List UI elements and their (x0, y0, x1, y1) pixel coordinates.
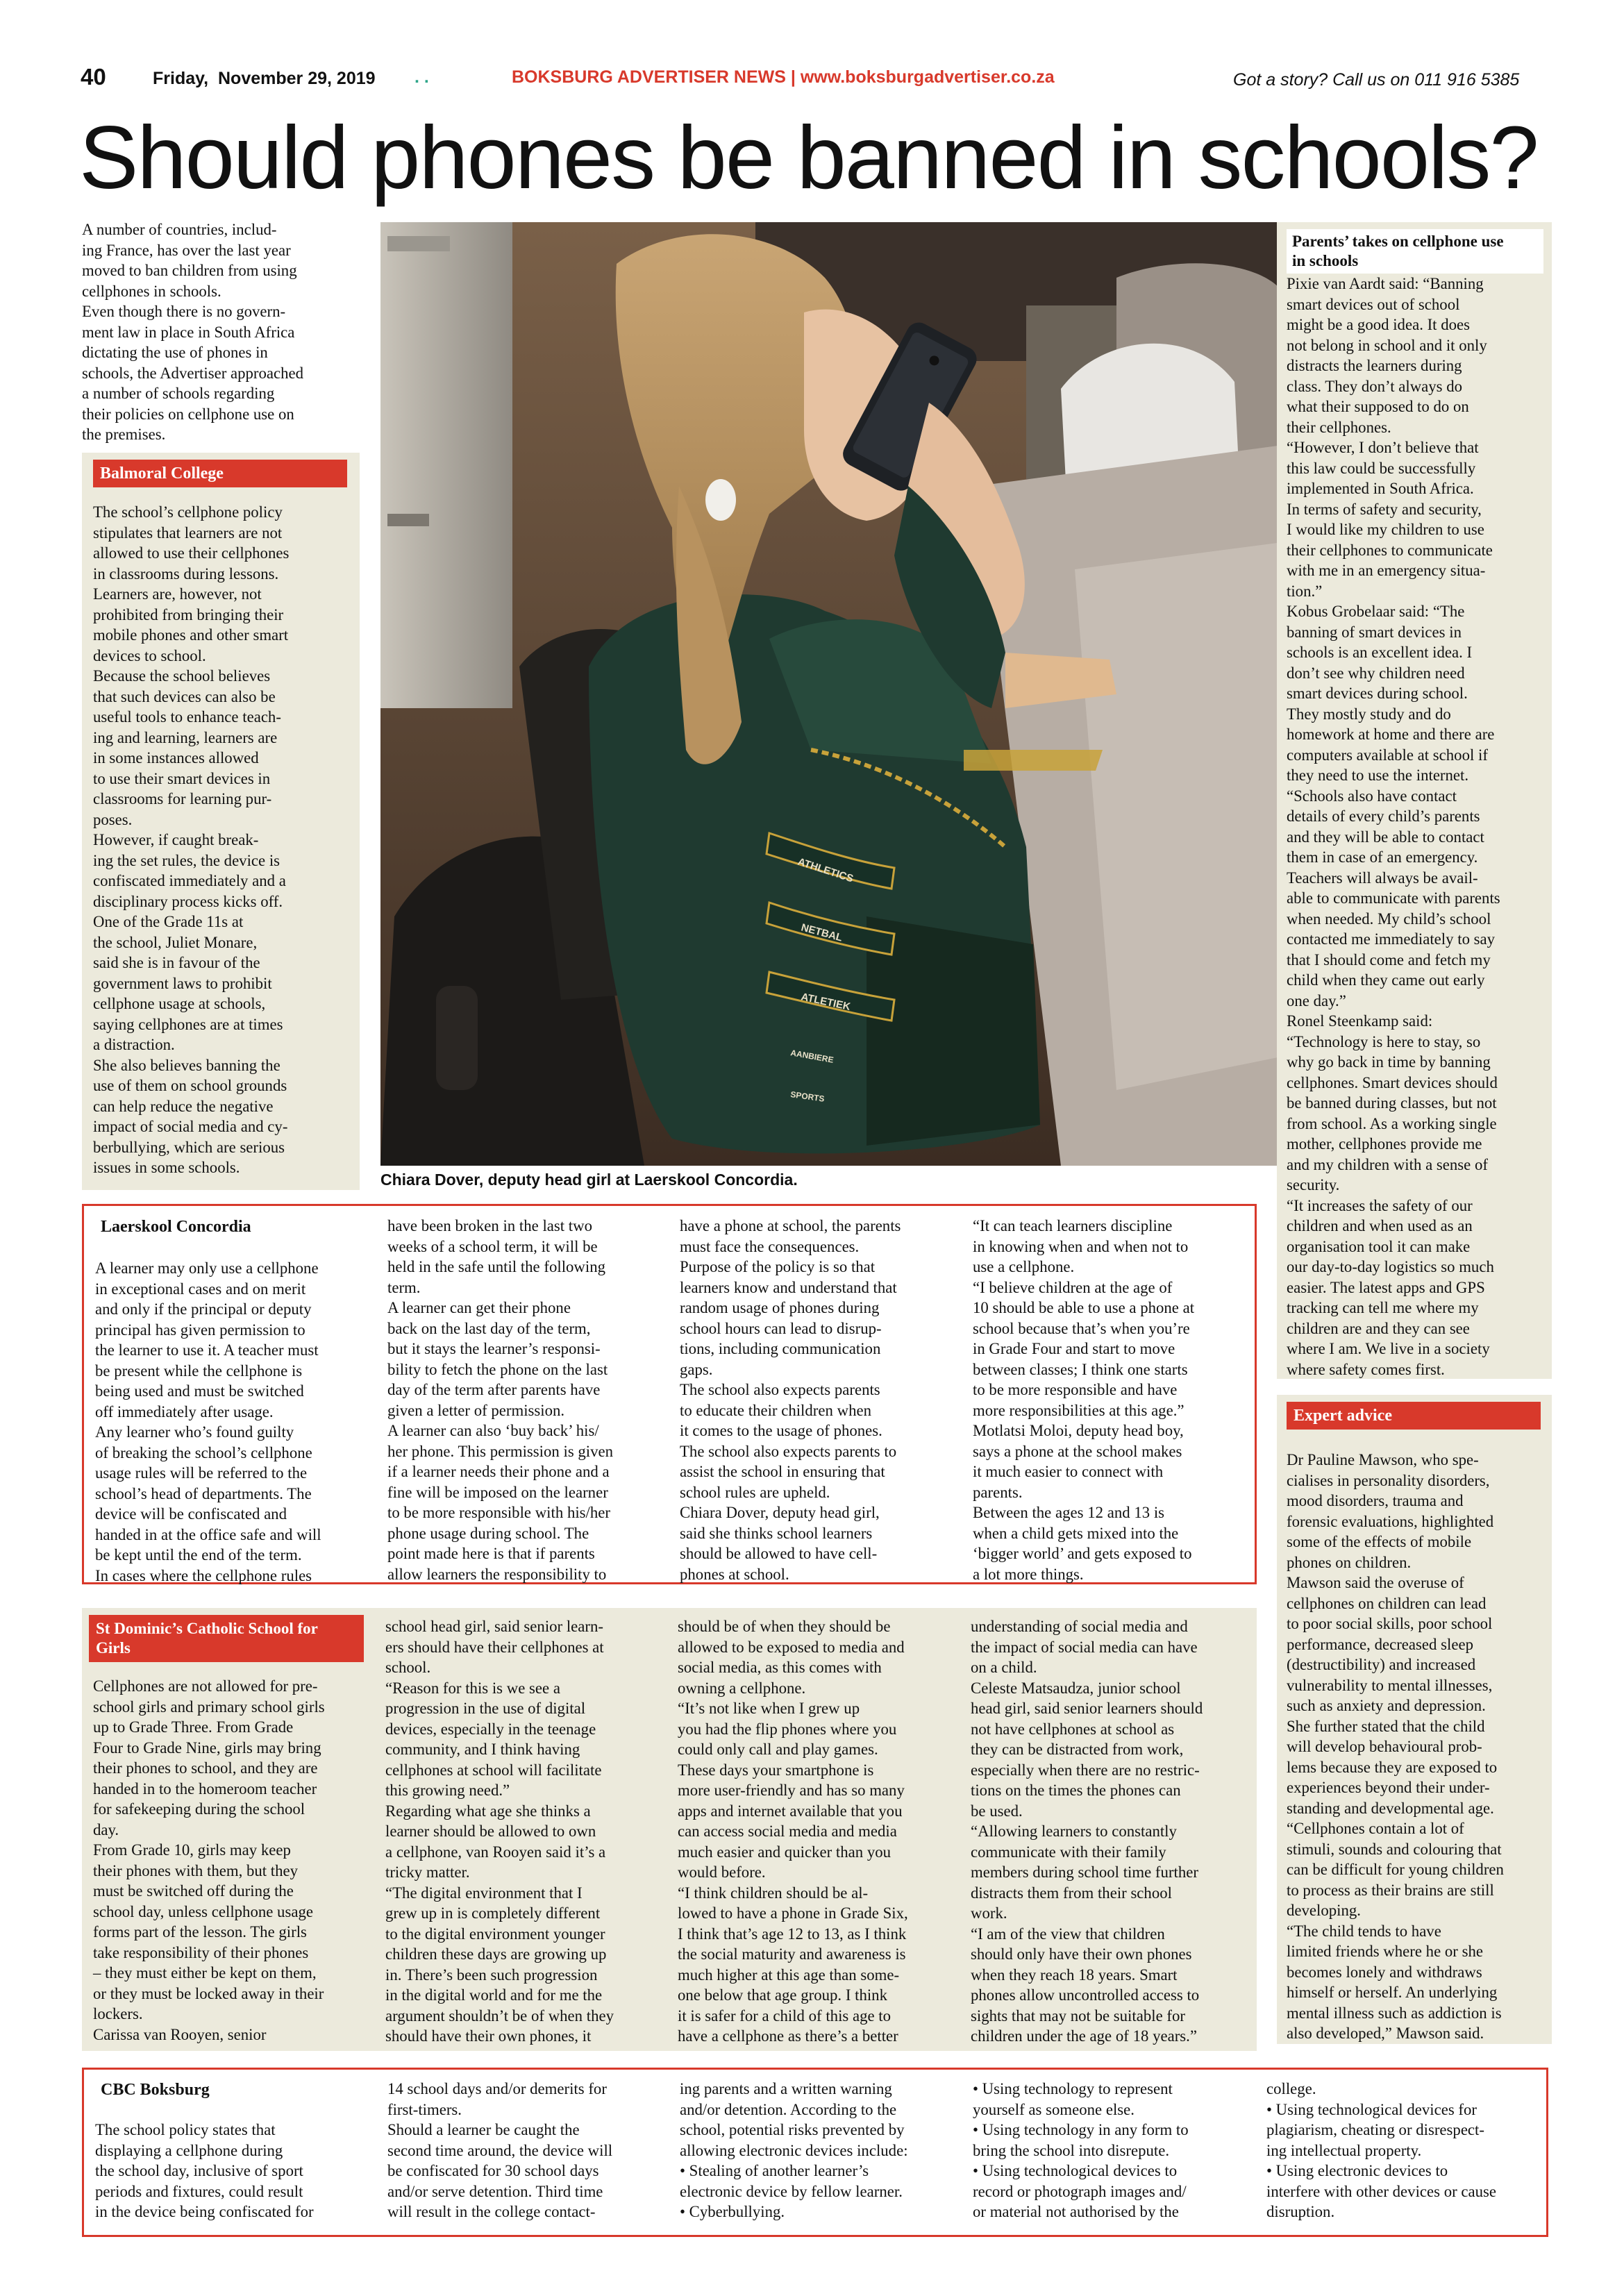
expert-advice-heading: Expert advice (1287, 1402, 1541, 1430)
balmoral-college-heading: Balmoral College (93, 460, 347, 487)
cbc-boksburg-box (82, 2068, 1548, 2237)
st-dominics-box (82, 1608, 1257, 2051)
badge-text-1: ATHLETICS (796, 855, 855, 885)
headline: Should phones be banned in schools? (79, 108, 1538, 208)
cbc-col-3: ing parents and a written warning and/or detention. According to the school, potential risks prevented by allowing electronic devices include: • Stealing of another learner’s electronic device by fellow learner. • Cyberbullying. (680, 2080, 908, 2220)
masthead: BOKSBURG ADVERTISER NEWS | www.boksburgadvertiser.co.za (512, 67, 1055, 87)
laerskool-col-4: “It can teach learners discipline in knowing when and when not to use a cellphone. “I believe children at the age of 10 should be able to use a phone at school because that’s when you’re in Grade Four and start to move between classes; I think one starts to be more responsible and have more responsibilities at this age.” Motlatsi Moloi, deputy head boy, says a phone at the school makes it much easier to connect with parents. Between the ages 12 and 13 is when a child gets mixed into the ‘bigger world’ and gets exposed to a lot more things. (973, 1217, 1195, 1583)
laerskool-col-2: have been broken in the last two weeks of a school term, it will be held in the safe until the following term. A learner can get their phone back on the last day of the term, but it stays the learner’s responsi- bility to fetch the phone on the last day of the term after parents have given a letter of permission. A learner can also ‘buy back’ his/ her phone. This permission is given if a learner needs their phone and a fine will be imposed on the learner to be more responsible with his/her phone usage during school. The point made here is that if parents allow learners the responsibility to (387, 1217, 614, 1583)
balmoral-college-text: The school’s cellphone policy stipulates that learners are not allowed to use their cellphones in classrooms during lessons. Learners are, however, not prohibited from bringing their mobile phones and other smart devices to school. Because the school believes that such devices can also be useful tools to enhance teach- ing and learning, learners are in some instances allowed to use their smart devices in classrooms for learning pur- poses. However, if caught break- ing the set rules, the device is confiscated immediately and a disciplinary process kicks off. One of the Grade 11s at the school, Juliet Monare, said she is in favour of the government laws to prohibit cellphone usage at schools, saying cellphones are at times a distraction. She also believes banning the use of them on school grounds can help reduce the negative impact of social media and cy- berbullying, which are serious issues in some schools. (93, 503, 290, 1176)
st-dominics-col-2: school head girl, said senior learn- ers should have their cellphones at school. “Reason for this is we see a progression in the use of digital devices, especially in the teenage community, and I think having cellphones at school will facilitate this growing need.” Regarding what age she thinks a learner should be allowed to own a cellphone, van Rooyen said it’s a tricky matter. “The digital environment that I grew up in is completely different to the digital environment younger children these days are growing up in. There’s been such progression in the digital world and for me the argument shouldn’t be of when they should have their own phones, it (385, 1618, 614, 2045)
page-number: 40 (81, 64, 106, 90)
contact-tagline: Got a story? Call us on 011 916 5385 (1233, 70, 1520, 90)
intro-text: A number of countries, includ- ing France, has over the last year moved to ban children from using cellphones in schools. Even though there is no govern- ment law in place in South Africa dictating the use of phones in schools, the Advertiser approached a number of schools regarding their policies on cellphone use on the premises. (82, 221, 304, 443)
expert-advice-box (1277, 1395, 1552, 2044)
parents-takes-heading: Parents’ takes on cellphone use in schools (1287, 229, 1543, 274)
st-dominics-col-3: should be of when they should be allowed to be exposed to media and social media, as this comes with owning a cellphone. “It’s not like when I grew up you had the flip phones where you could only call and play games. These days your smartphone is more user-friendly and has so many apps and internet available that you can access social media and media much easier and quicker than you would before. “I think children should be al- lowed to have a phone in Grade Six, I think that’s age 12 to 13, as I think the social maturity and awareness is much higher at this age than some- one below that age group. I think it is safer for a child of this age to have a cellphone as there’s a better (678, 1618, 908, 2045)
issue-date: Friday, November 29, 2019 (153, 69, 376, 88)
cbc-col-2: 14 school days and/or demerits for first-timers. Should a learner be caught the second time around, the device will be confiscated for 30 school days and/or serve detention. Third time will result in the college contact- (387, 2080, 613, 2220)
badge-text-4: AANBIERE (789, 1048, 835, 1065)
laerskool-concordia-heading: Laerskool Concordia (94, 1213, 258, 1241)
header-dots: . . (415, 67, 429, 87)
parents-takes-box (1277, 222, 1552, 1379)
laerskool-concordia-box (82, 1204, 1257, 1584)
parents-takes-text: Pixie van Aardt said: “Banning smart devices out of school might be a good idea. It does not belong in school and it only distracts the learners during class. They don’t always do what their supposed to do on their cellphones. “However, I don’t believe that this law could be successfully implemented in South Africa. In terms of safety and security, I would like my children to use their cellphones to communicate with me in an emergency situa- tion.” Kobus Grobelaar said: “The banning of smart devices in schools is an excellent idea. I don’t see why children need smart devices during school. They mostly study and do homework at home and there are computers available at school if they need to use the internet. “Schools also have contact details of every child’s parents and they will be able to contact them in case of an emergency. Teachers will always be avail- able to communicate with parents when needed. My child’s school contacted me immediately to say that I should come and fetch my child when they came out early one day.” Ronel Steenkamp said: “Technology is here to stay, so why go back in time by banning cellphones. Smart devices should be banned during classes, but not from school. As a working single mother, cellphones provide me and my children with a sense of security. “It increases the safety of our children and when used as an organisation tool it can make our day-to-day logistics so much easier. The latest apps and GPS tracking can tell me where my children are and they can see where I am. We live in a society where safety comes first. (1287, 275, 1500, 1378)
cbc-boksburg-heading: CBC Boksburg (94, 2076, 217, 2104)
badge-text-3: ATLETIEK (800, 991, 852, 1013)
st-dominics-col-1: Cellphones are not allowed for pre- school girls and primary school girls up to Grade Three. From Grade Four to Grade Nine, girls may bring their phones to school, and they are handed in to the homeroom teacher for safekeeping during the school day. From Grade 10, girls may keep their phones with them, but they must be switched off during the school day, unless cellphone usage forms part of the lesson. The girls take responsibility of their phones – they must either be kept on them, or they must be locked away in their lockers. Carissa van Rooyen, senior (93, 1677, 325, 2043)
cbc-col-4: • Using technology to represent yourself as someone else. • Using technology in any form to bring the school into disrepute. • Using technological devices to record or photograph images and/ or material not authorised by the (973, 2080, 1189, 2220)
laerskool-col-1: A learner may only use a cellphone in exceptional cases and on merit and only if the principal or deputy principal has given permission to the learner to use it. A teacher must be present while the cellphone is being used and must be switched off immediately after usage. Any learner who’s found guilty of breaking the school’s cellphone usage rules will be referred to the school’s head of departments. The device will be confiscated and handed in at the office safe and will be kept until the end of the term. In cases where the cellphone rules (95, 1259, 321, 1584)
st-dominics-col-4: understanding of social media and the impact of social media can have on a child. Celeste Matsaudza, junior school head girl, said senior learners should not have cellphones at school as they can be distracted from work, especially when there are no restric- tions on the times the phones can be used. “Allowing learners to constantly communicate with their family members during school time further distracts them from their school work. “I am of the view that children should only have their own phones when they reach 18 years. Smart phones allow uncontrolled access to sights that may not be suitable for children under the age of 18 years.” (971, 1618, 1203, 2045)
expert-advice-text: Dr Pauline Mawson, who spe- cialises in personality disorders, mood disorders, trauma and forensic evaluations, highlighted some of the effects of mobile phones on children. Mawson said the overuse of cellphones on children can lead to poor social skills, poor school performance, decreased sleep (destructibility) and increased vulnerability to mental illnesses, such as anxiety and depression. She further stated that the child will develop behavioural prob- lems because they are exposed to experiences beyond their under- standing and developmental age. “Cellphones contain a lot of stimuli, sounds and colouring that can be difficult for young children to process as their brains are still developing. “The child tends to have limited friends where he or she becomes lonely and withdraws himself or herself. An underlying mental illness such as addiction is also developed,” Mawson said. (1287, 1451, 1504, 2042)
st-dominics-heading: St Dominic’s Catholic School for Girls (89, 1615, 364, 1662)
photo-caption: Chiara Dover, deputy head girl at Laerskool Concordia. (380, 1171, 798, 1189)
badge-text-5: SPORTS (789, 1089, 826, 1104)
badge-text-2: NETBAL (799, 921, 844, 944)
student-phone-photo (380, 222, 1288, 1166)
balmoral-college-box (82, 453, 360, 1190)
cbc-col-5: college. • Using technological devices for plagiarism, cheating or disrespect- ing intellectual property. • Using electronic devices to interfere with other devices or cause disruption. (1266, 2080, 1497, 2220)
laerskool-col-3: have a phone at school, the parents must face the consequences. Purpose of the policy is so that learners know and understand that random usage of phones during school hours can lead to disrup- tions, including communication gaps. The school also expects parents to educate their children when it comes to the usage of phones. The school also expects parents to assist the school in ensuring that school rules are upheld. Chiara Dover, deputy head girl, said she thinks school learners should be allowed to have cell- phones at school. (680, 1217, 901, 1583)
cbc-col-1: The school policy states that displaying a cellphone during the school day, inclusive of sport periods and fixtures, could result in the device being confiscated for (95, 2121, 314, 2220)
